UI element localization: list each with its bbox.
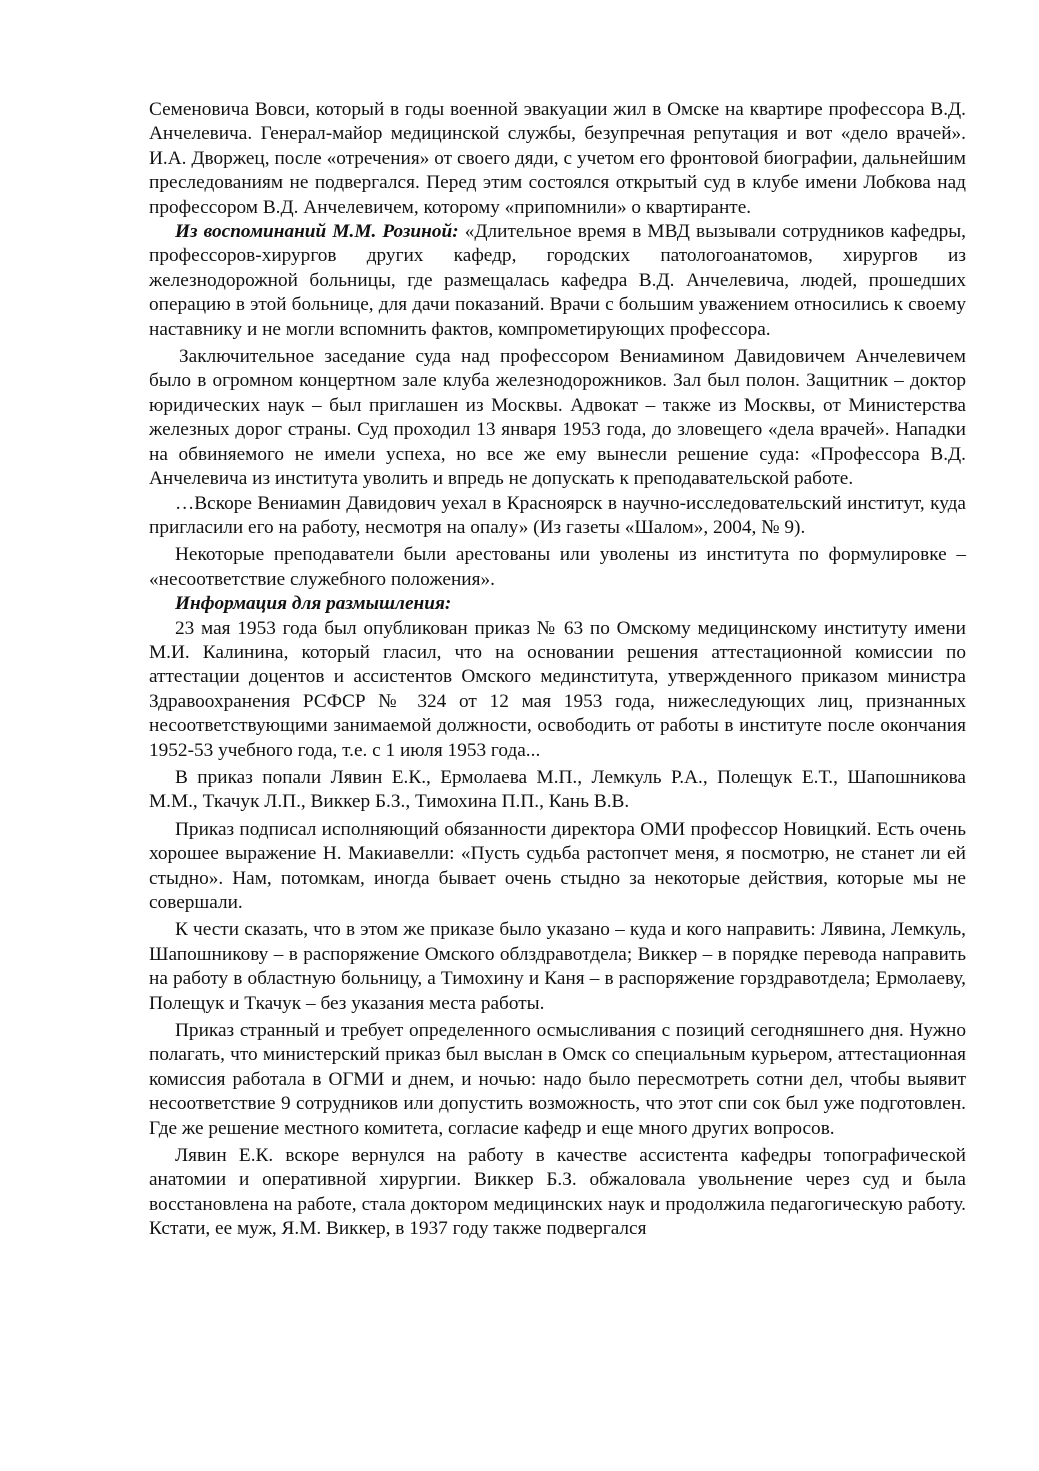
paragraph-dismissed-teachers xyxy=(149,543,966,592)
paragraph-text: Семеновича Вовси, который в годы военной эвакуации жил в Омске на квартире профессора В.Д. Анчелевича. Генерал-майор медицинской службы, безупречная репутация и вот «дело врачей». И.А. Дворжец, после «отречения» от своего дяди, с учетом его фронтовой биографии, дальнейшим преследованиям не подвергался. Перед этим состоялся открытый суд в клубе имени Лобкова над профессором В.Д. Анчелевичем, которому «припомнили» о квартиранте. xyxy=(149,99,966,218)
paragraph-text: Приказ странный и требует определенного осмысливания с позиций сегодняшнего дня. Нужно полагать, что министерский приказ был выслан в Омск со специальным курьером, аттестационная комиссия работала в ОГМИ и днем, и ночью: надо было пересмотреть сотни дел, чтобы выявит несоответствие 9 сотрудников или допустить возможность, что этот спи сок был уже подготовлен. Где же решение местного комитета, согласие кафедр и еще много других вопросов. xyxy=(149,1020,966,1139)
paragraph-order-63 xyxy=(149,617,966,763)
paragraph-text: Лявин Е.К. вскоре вернулся на работу в качестве ассистента кафедры топографической анатомии и оперативной хирургии. Виккер Б.З. обжаловала увольнение через суд и была восстановлена на работе, стала доктором медицинских наук и продолжила педагогическую работу. Кстати, ее муж, Я.М. Виккер, в 1937 году также подвергался xyxy=(149,1145,966,1240)
paragraph-text: 23 мая 1953 года был опубликован приказ № 63 по Омскому медицинскому институту имени М.И. Калинина, который гласил, что на основании решения аттестационной комиссии по аттестации доцентов и ассистентов Омского мединститута, утвержденного приказом министра Здравоохранения РСФСР № 324 от 12 мая 1953 года, нижеследующих лиц, признанных несоответствующими занимаемой должности, освободить от работы в институте после окончания 1952-53 учебного года, т.е. с 1 июля 1953 года... xyxy=(149,617,966,761)
section-heading-reflection xyxy=(149,592,966,616)
paragraph-final-trial xyxy=(149,345,966,491)
paragraph-rozina-memoir xyxy=(149,220,966,342)
paragraph-strange-order xyxy=(149,1019,966,1141)
paragraph-text: Заключительное заседание суда над профессором Вениамином Давидовичем Анчелевичем было в огромном концертном зале клуба железнодорожников. Зал был полон. Защитник – доктор юридических наук – был приглашен из Москвы. Адвокат – также из Москвы, от Министерства железных дорог страны. Суд проходил 13 января 1953 года, до зловещего «дела врачей». Нападки на обвиняемого не имели успеха, но все же ему вынесли решение суда: «Профессора В.Д. Анчелевича из института уволить и впредь не допускать к преподавательской работе. xyxy=(149,346,966,490)
paragraph-text: К чести сказать, что в этом же приказе было указано – куда и кого направить: Лявина, Лемкуль, Шапошникову – в распоряжение Омского облздравотдела; Виккер – в порядке перевода направить на работу в областную больницу, а Тимохину и Каня – в распоряжение горздравотдела; Ермолаеву, Полещук и Ткачук – без указания места работы. xyxy=(149,919,966,1014)
paragraph-vovsi xyxy=(149,98,966,220)
paragraph-text: …Вскоре Вениамин Давидович уехал в Красноярск в научно-исследовательский институт, куда пригласили его на работу, несмотря на опалу» (Из газеты «Шалом», 2004, № 9). xyxy=(149,492,966,538)
paragraph-text: «Длительное время в МВД вызывали сотрудников кафедры, профессоров-хирургов других кафедр, городских патологоанатомов, хирургов из железнодорожной больницы, где размещалась кафедра В.Д. Анчелевича, людей, прошедших операцию в этой больнице, для дачи показаний. Врачи с большим уважением относились к своему наставнику и не могли вспомнить фактов, компрометирующих профессора. xyxy=(149,221,966,340)
paragraph-lead: Из воспоминаний М.М. Розиной: xyxy=(175,221,459,243)
paragraph-text: В приказ попали Лявин Е.К., Ермолаева М.П., Лемкуль Р.А., Полещук Е.Т., Шапошникова М.М., Ткачук Л.П., Виккер Б.З., Тимохина П.П., Кань В.В. xyxy=(149,766,966,813)
paragraph-krasnoyarsk xyxy=(149,492,966,541)
paragraph-text: Приказ подписал исполняющий обязанности директора ОМИ профессор Новицкий. Есть очень хорошее выражение Н. Макиавелли: «Пусть судьба растопчет меня, я посмотрю, не станет ли ей стыдно». Нам, потомкам, иногда бывает очень стыдно за некоторые действия, которые мы не совершали. xyxy=(149,818,966,913)
paragraph-names-list xyxy=(149,766,966,815)
document-page xyxy=(149,98,966,1242)
section-heading-text: Информация для размышления: xyxy=(175,593,452,615)
paragraph-text: Некоторые преподаватели были арестованы или уволены из института по формулировке – «несоответствие служебного положения». xyxy=(149,544,966,590)
paragraph-lyavin-return xyxy=(149,1144,966,1242)
paragraph-signed-order xyxy=(149,818,966,916)
paragraph-assignments xyxy=(149,918,966,1016)
